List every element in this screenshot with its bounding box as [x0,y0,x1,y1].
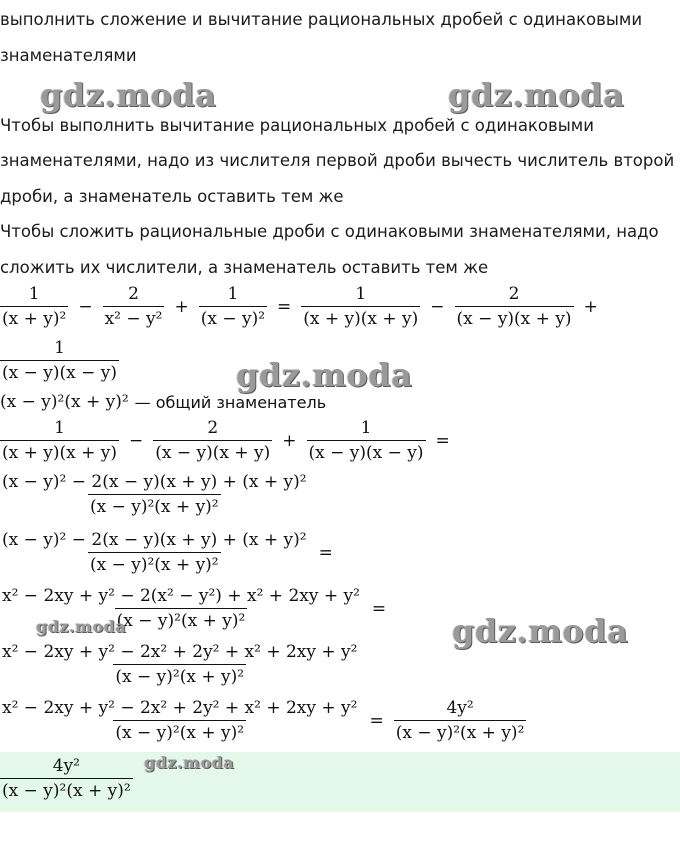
common-denominator-line [0,392,326,412]
title-line-2: знаменателями [0,46,137,65]
rule-subtract-line-3: дроби, а знаменатель оставить тем же [0,187,344,206]
fraction [0,418,119,463]
equation-line-8 [0,698,526,743]
numerator: 1 [355,284,367,304]
denominator: (x − y)²(x + y)² [113,720,246,743]
denominator: (x − y)²(x + y)² [113,664,246,687]
numerator: 2 [508,284,520,304]
fraction [0,530,309,575]
denominator: (x − y)(x − y) [307,440,426,463]
operator: − [129,430,144,451]
common-denominator-label: — общий знаменатель [134,392,327,412]
operator: = [371,598,387,619]
rule-add-line-2: сложить их числители, а знаменатель оставить тем же [0,258,489,277]
fraction [455,284,574,329]
denominator: (x − y)²(x + y)² [88,494,221,517]
fraction [0,642,359,687]
denominator: (x − y)²(x + y)² [115,608,248,631]
fraction [103,284,165,329]
numerator: 2 [207,418,219,438]
numerator: 4y² [52,756,80,776]
equation-line-3 [0,418,460,463]
watermark: gdz.moda [40,76,217,114]
numerator: 1 [54,418,65,438]
watermark: gdz.moda [236,356,413,394]
denominator: (x − y)²(x + y)² [88,552,221,575]
equation-line-4 [0,472,309,517]
fraction [153,418,272,463]
watermark: gdz.moda [452,612,629,650]
operator: + [583,296,598,317]
equation-line-2 [0,338,119,383]
denominator: (x + y)(x + y) [301,306,420,329]
numerator: x² − 2xy + y² − 2x² + 2y² + x² + 2xy + y² [2,698,358,718]
answer-fraction [0,756,133,801]
common-denominator: (x − y)²(x + y)² [0,392,129,412]
fraction [307,418,426,463]
answer [0,756,133,801]
numerator: 1 [360,418,372,438]
numerator: 1 [54,338,65,358]
result-fraction [394,698,527,743]
numerator: 1 [227,284,239,304]
denominator: (x − y)²(x + y)² [0,778,133,801]
operator: + [174,296,189,317]
operator: − [78,296,93,317]
fraction [199,284,267,329]
watermark: gdz.moda [448,76,625,114]
operator: = [318,542,333,563]
fraction [0,338,119,383]
fraction [301,284,420,329]
equation-line-7 [0,642,359,687]
denominator: (x + y)² [0,306,68,329]
operator: = [369,710,384,731]
rule-subtract-line-2: знаменателями, надо из числителя первой дроби вычесть числитель второй [0,151,675,170]
numerator: 4y² [446,698,474,718]
watermark: gdz.moda [144,753,235,772]
fraction [0,472,309,517]
operator: = [277,296,292,317]
operator: + [282,430,297,451]
equation-line-5 [0,530,343,575]
denominator: (x + y)(x + y) [0,440,119,463]
numerator: 2 [128,284,139,304]
fraction [0,284,68,329]
operator: = [435,430,450,451]
equation-line-1 [0,284,608,329]
denominator: (x − y)² [199,306,267,329]
rule-add-line-1: Чтобы сложить рациональные дроби с одинаковыми знаменателями, надо [0,222,659,241]
numerator: (x − y)² − 2(x − y)(x + y) + (x + y)² [2,530,307,550]
title-line-1: выполнить сложение и вычитание рациональных дробей с одинаковыми [0,10,643,29]
numerator: (x − y)² − 2(x − y)(x + y) + (x + y)² [2,472,307,492]
rule-subtract-line-1: Чтобы выполнить вычитание рациональных дробей с одинаковыми [0,116,594,135]
numerator: x² − 2xy + y² − 2x² + 2y² + x² + 2xy + y² [2,642,358,662]
watermark: gdz.moda [36,617,127,636]
denominator: x² − y² [103,306,165,329]
operator: − [430,296,445,317]
numerator: x² − 2xy + y² − 2(x² − y²) + x² + 2xy + y² [2,586,360,606]
fraction [0,698,359,743]
denominator: (x − y)(x − y) [0,360,119,383]
denominator: (x − y)²(x + y)² [394,720,527,743]
numerator: 1 [28,284,40,304]
denominator: (x − y)(x + y) [455,306,574,329]
denominator: (x − y)(x + y) [153,440,272,463]
